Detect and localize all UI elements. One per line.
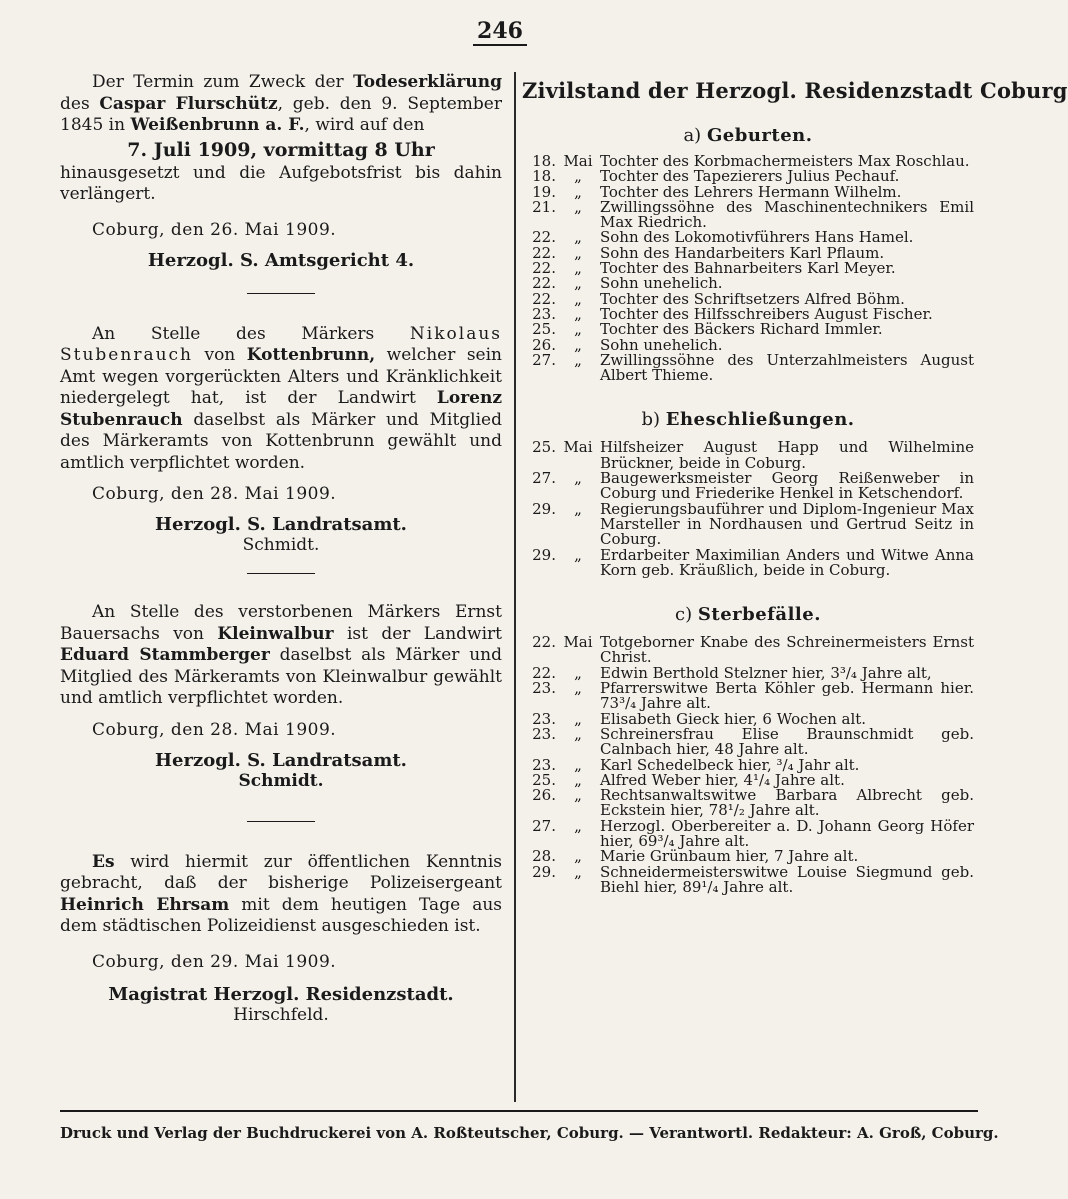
emphasis-run: Eduard Stammberger — [60, 645, 270, 665]
entry-month: „ — [574, 770, 582, 789]
entry-text: Schneidermeisterswitwe Louise Siegmund geb. Biehl hier, 89¹/₄ Jahre alt. — [600, 862, 974, 896]
emphasis-run: Todeserklärung — [353, 72, 502, 92]
entry-text: Zwillingssöhne des Maschinentechnikers Emil Max Riedrich. — [600, 197, 974, 232]
entry-day: 29. — [532, 862, 556, 881]
emphasis-run: Kottenbrunn, — [246, 345, 376, 365]
separator-rule — [247, 293, 315, 294]
notice-text — [60, 852, 502, 938]
signature: Schmidt. — [238, 770, 324, 791]
signature: Schmidt. — [242, 535, 320, 555]
register-entry — [522, 471, 974, 502]
entry-day: 27. — [532, 469, 556, 488]
entry-text: Sohn unehelich. — [600, 274, 723, 293]
entry-month: „ — [574, 320, 582, 339]
hearing-date: 7. Juli 1909, vormittag 8 Uhr — [127, 138, 435, 161]
civil-register-title: Zivilstand der Herzogl. Residenzstadt Coburg — [522, 78, 1068, 103]
issuing-authority: Herzogl. S. Landratsamt. — [155, 514, 407, 535]
text-run: , geb. den 9. September — [277, 93, 502, 114]
emphasis-run: Es — [92, 851, 115, 872]
entry-text: Pfarrerswitwe Berta Köhler geb. Hermann hier. 73³/₄ Jahre alt. — [600, 679, 974, 713]
entry-day: 26. — [532, 786, 556, 805]
entry-text: Marie Grünbaum hier, 7 Jahre alt. — [600, 847, 859, 866]
right-column — [522, 72, 1068, 896]
entry-month: „ — [574, 862, 582, 881]
issuing-authority: Herzogl. S. Landratsamt. — [155, 749, 407, 771]
register-entry — [522, 635, 974, 666]
marriages-list — [522, 440, 974, 578]
entry-text: Sohn unehelich. — [600, 335, 723, 354]
entry-text: Edwin Berthold Stelzner hier, 3³/₄ Jahre alt, — [600, 663, 932, 682]
entry-text: Sohn des Handarbeiters Karl Pflaum. — [600, 243, 885, 262]
entry-text: Tochter des Hilfsschreibers August Fischer. — [600, 304, 933, 323]
notice-maerker-kleinwalbur — [60, 602, 502, 791]
section-births-heading — [522, 125, 974, 146]
entry-text: Rechtsanwaltswitwe Barbara Albrecht geb. Eckstein hier, 78¹/₂ Jahre alt. — [600, 786, 974, 820]
dateline: Coburg, den 28. Mai 1909. — [92, 719, 337, 740]
register-entry — [522, 499, 974, 549]
entry-text: Elisabeth Gieck hier, 6 Wochen alt. — [600, 709, 867, 728]
entry-month: „ — [574, 499, 582, 518]
entry-day: 29. — [532, 499, 556, 518]
separator-rule — [247, 573, 315, 574]
entry-month: „ — [574, 274, 582, 293]
issuing-authority: Magistrat Herzogl. Residenzstadt. — [108, 983, 454, 1005]
section-deaths-heading — [522, 604, 974, 625]
entry-month: „ — [574, 469, 582, 488]
register-entry — [522, 440, 974, 471]
emphasis-run: Kleinwalbur — [217, 623, 334, 644]
entry-month: Mai — [563, 438, 593, 457]
entry-month: „ — [574, 259, 582, 278]
emphasis-run: Lorenz Stubenrauch — [60, 388, 502, 430]
signature: Hirschfeld. — [233, 1004, 329, 1025]
text-run: ist der Landwirt — [333, 623, 502, 644]
entry-day: 21. — [532, 197, 556, 216]
entry-day: 23. — [532, 679, 556, 698]
register-entry — [522, 545, 974, 579]
entry-month: „ — [574, 182, 582, 201]
text-run: welcher sein Amt wegen vorgerückten Alters und Kränklichkeit niedergelegt hat, ist der Landwirt — [60, 345, 502, 408]
entry-month: „ — [574, 755, 582, 774]
register-entry — [522, 816, 974, 850]
register-entry — [522, 724, 974, 759]
entry-text: Erdarbeiter Maximilian Anders und Witwe Anna Korn geb. Kräußlich, beide in Coburg. — [600, 545, 974, 579]
footer-rule — [60, 1110, 978, 1112]
notice-text — [60, 72, 502, 137]
register-entry — [522, 261, 974, 276]
register-entry — [522, 681, 974, 712]
entry-day: 22. — [532, 259, 556, 278]
register-entry — [522, 862, 974, 896]
text-run: 1845 in — [60, 115, 131, 135]
notice-text: hinausgesetzt und die Aufgebotsfrist bis dahin verlängert. — [60, 162, 502, 204]
entry-day: 27. — [532, 350, 556, 369]
register-entry — [522, 350, 974, 385]
notice-text — [60, 602, 502, 710]
entry-day: 22. — [532, 663, 556, 682]
section-marriages-heading — [522, 409, 974, 430]
entry-day: 22. — [532, 274, 556, 293]
section-letter: b) — [641, 409, 660, 431]
text-run: daselbst als Märker und Mitglied des Märkeramts von Kottenbrunn gewählt und amtlich verpflichtet worden. — [60, 409, 502, 473]
entry-day: 23. — [532, 304, 556, 323]
entry-month: „ — [574, 545, 582, 564]
text-run: Der Termin zum Zweck der — [92, 72, 354, 92]
register-entry — [522, 197, 974, 232]
entry-month: „ — [574, 679, 582, 698]
entry-day: 18. — [532, 167, 556, 186]
dateline: Coburg, den 28. Mai 1909. — [92, 484, 337, 504]
entry-month: „ — [574, 816, 582, 835]
entry-day: 28. — [532, 847, 556, 866]
entry-day: 22. — [532, 633, 556, 652]
births-list — [522, 154, 974, 383]
notice-maerker-kottenbrunn — [60, 324, 502, 556]
issuing-authority: Herzogl. S. Amtsgericht 4. — [147, 249, 415, 271]
entry-day: 23. — [532, 724, 556, 743]
emphasis-run: Caspar Flurschütz — [99, 93, 278, 114]
text-run: von — [193, 345, 247, 365]
entry-text: Tochter des Schriftsetzers Alfred Böhm. — [600, 289, 905, 308]
text-run: mit dem heutigen Tage aus dem städtischen Polizeidienst ausgeschieden ist. — [60, 894, 502, 936]
section-name: Sterbefälle. — [697, 604, 821, 626]
entry-day: 25. — [532, 320, 556, 339]
entry-month: „ — [574, 335, 582, 354]
section-name: Geburten. — [706, 125, 813, 146]
text-run: wird hiermit zur öffentlichen Kenntnis gebracht, daß der bisherige Polizeisergeant — [60, 851, 502, 893]
spaced-name-run: Nikolaus Stubenrauch — [60, 323, 502, 365]
notice-police-sergeant — [60, 852, 502, 1025]
notice-text — [60, 324, 502, 475]
entry-text: Totgeborner Knabe des Schreinermeisters Ernst Christ. — [600, 633, 974, 667]
text-run: daselbst als Märker und Mitglied des Märkeramts von Kleinwalbur gewählt und amtlich verpflichtet worden. — [60, 645, 503, 708]
entry-month: „ — [574, 350, 582, 369]
entry-day: 18. — [532, 152, 556, 170]
entry-month: „ — [574, 847, 582, 866]
dateline: Coburg, den 26. Mai 1909. — [92, 219, 337, 240]
text-run: An Stelle des verstorbenen Märkers Ernst Bauersachs von — [60, 602, 502, 644]
dateline: Coburg, den 29. Mai 1909. — [92, 951, 337, 972]
deaths-list — [522, 635, 974, 895]
entry-month: „ — [574, 304, 582, 323]
entry-day: 26. — [532, 335, 556, 354]
entry-day: 23. — [532, 709, 556, 728]
entry-text: Tochter des Lehrers Hermann Wilhelm. — [600, 182, 902, 201]
separator-rule — [247, 821, 315, 822]
emphasis-run: Heinrich Ehrsam — [60, 894, 230, 915]
entry-text: Baugewerksmeister Georg Reißenweber in Coburg und Friederike Henkel in Ketschendorf. — [600, 469, 974, 503]
notice-death-declaration — [60, 72, 502, 271]
entry-text: Tochter des Bahnarbeiters Karl Meyer. — [600, 259, 896, 278]
entry-text: Tochter des Bäckers Richard Immler. — [600, 320, 883, 339]
entry-day: 22. — [532, 289, 556, 308]
emphasis-run: Weißenbrunn a. F. — [130, 115, 305, 135]
entry-text: Tochter des Tapezierers Julius Pechauf. — [600, 167, 900, 186]
imprint-footer: Druck und Verlag der Buchdruckerei von A. Roßteutscher, Coburg. — Verantwortl. Redakteur: A. Groß, Coburg. — [60, 1124, 999, 1142]
entry-month: „ — [574, 724, 582, 743]
entry-text: Schreinersfrau Elise Braunschmidt geb. Calnbach hier, 48 Jahre alt. — [600, 724, 974, 759]
entry-month: „ — [574, 228, 582, 247]
column-divider — [514, 72, 516, 1102]
entry-text: Regierungsbauführer und Diplom-Ingenieur Max Marsteller in Nordhausen und Gertrud Seitz in Coburg. — [600, 499, 974, 549]
entry-day: 19. — [532, 182, 556, 201]
entry-text: Hilfsheizer August Happ und Wilhelmine Brückner, beide in Coburg. — [600, 438, 974, 472]
entry-month: Mai — [563, 152, 593, 170]
entry-day: 25. — [532, 770, 556, 789]
entry-month: „ — [574, 243, 582, 262]
entry-month: „ — [574, 167, 582, 186]
entry-text: Herzogl. Oberbereiter a. D. Johann Georg Höfer hier, 69³/₄ Jahre alt. — [600, 816, 974, 850]
entry-month: „ — [574, 197, 582, 216]
entry-month: „ — [574, 709, 582, 728]
entry-day: 22. — [532, 228, 556, 247]
left-column — [60, 72, 502, 1025]
text-run: des — [60, 93, 100, 114]
entry-day: 25. — [532, 438, 556, 457]
entry-month: „ — [574, 786, 582, 805]
register-entry — [522, 788, 974, 819]
text-run: An Stelle des Märkers — [92, 323, 410, 344]
entry-month: „ — [574, 289, 582, 308]
text-run: , wird auf den — [304, 115, 425, 135]
entry-text: Sohn des Lokomotivführers Hans Hamel. — [600, 228, 914, 247]
entry-day: 22. — [532, 243, 556, 262]
section-name: Eheschließungen. — [665, 409, 855, 431]
section-letter: a) — [683, 125, 702, 146]
entry-month: „ — [574, 663, 582, 682]
section-letter: c) — [675, 604, 693, 626]
entry-day: 27. — [532, 816, 556, 835]
entry-day: 23. — [532, 755, 556, 774]
entry-text: Tochter des Korbmachermeisters Max Roschlau. — [600, 152, 970, 170]
page-number: 246 — [0, 18, 1000, 46]
entry-text: Zwillingssöhne des Unterzahlmeisters August Albert Thieme. — [600, 350, 974, 385]
register-entry — [522, 322, 974, 337]
entry-text: Alfred Weber hier, 4¹/₄ Jahre alt. — [600, 770, 845, 789]
entry-month: Mai — [563, 633, 593, 652]
entry-day: 29. — [532, 545, 556, 564]
entry-text: Karl Schedelbeck hier, ³/₄ Jahr alt. — [600, 755, 860, 774]
